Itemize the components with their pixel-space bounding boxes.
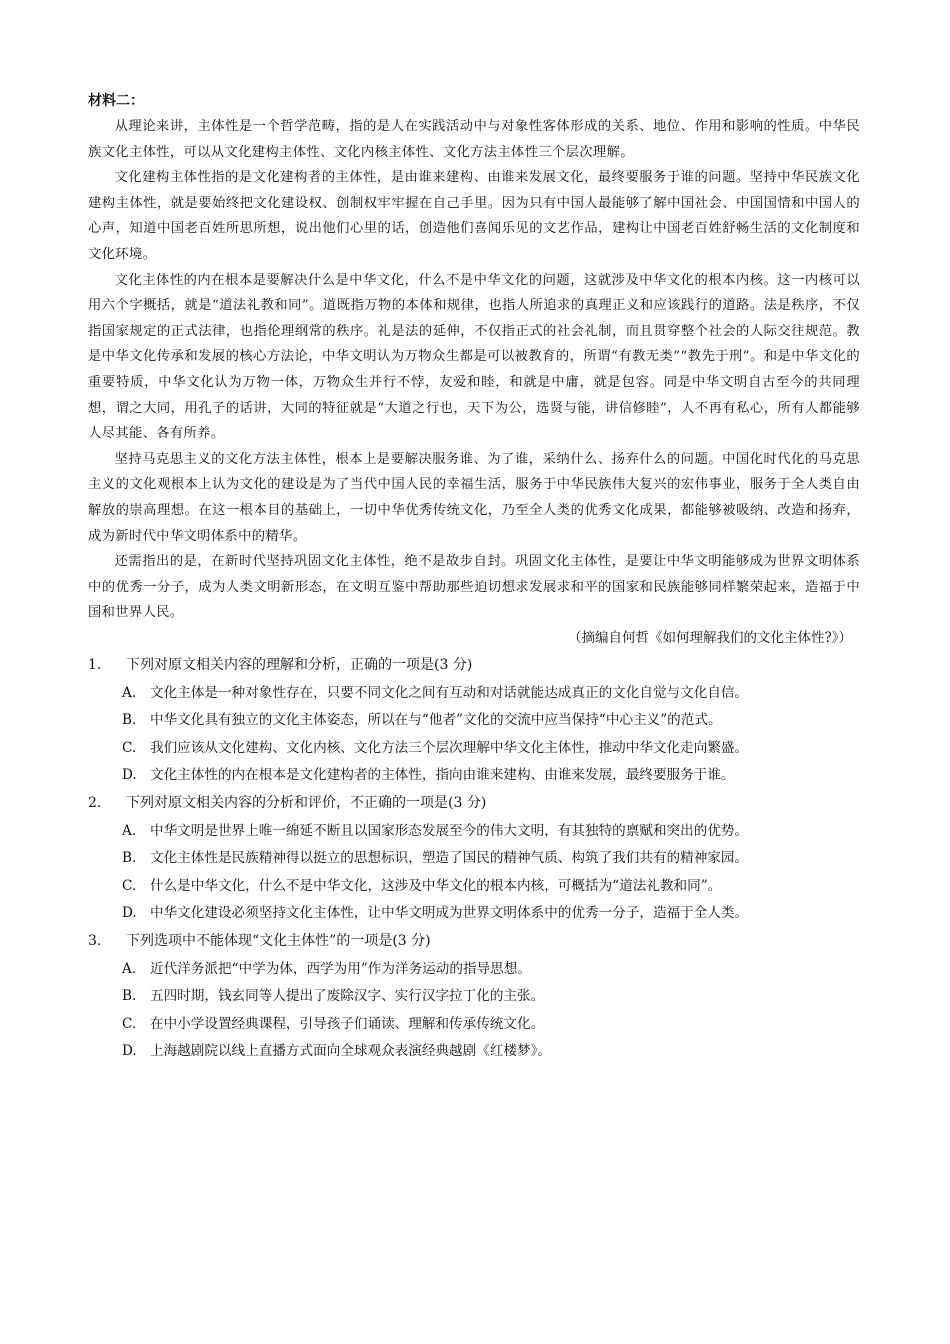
option-b (122, 983, 860, 1011)
paragraph-1: 从理论来讲，主体性是一个哲学范畴，指的是人在实践活动中与对象性客体形成的关系、地位、作用和影响的性质。中华民族文化主体性，可以从文化建构主体性、文化内核主体性、文化方法主体性三个层次理解。 (88, 119, 860, 160)
option-b (122, 707, 860, 735)
question-number: 2. (88, 794, 102, 811)
option-letter: D. (122, 1043, 137, 1060)
option-text: 什么是中华文化，什么不是中华文化，这涉及中华文化的根本内核，可概括为“道法礼教和同”。 (150, 877, 722, 894)
option-list (88, 818, 860, 928)
question-stem (88, 652, 860, 678)
option-list (88, 956, 860, 1066)
option-letter: C. (122, 739, 137, 756)
paragraph-5: 还需指出的是，在新时代坚持巩固文化主体性，绝不是故步自封。巩固文化主体性，是要让中华文明能够成为世界文明体系中的优秀一分子，成为人类文明新形态，在文明互鉴中帮助那些迫切想求发展求和平的国家和民族能够同样繁荣起来，造福于中国和世界人民。 (88, 554, 860, 621)
option-a (122, 956, 860, 984)
question-text: 下列对原文相关内容的理解和分析，正确的一项是(3 分) (126, 656, 473, 673)
question-stem (88, 790, 860, 816)
option-text: 中华文化具有独立的文化主体姿态，所以在与“他者”文化的交流中应当保持“中心主义”的范式。 (150, 712, 722, 729)
question-number: 1. (88, 656, 102, 673)
option-a (122, 680, 860, 708)
option-text: 在中小学设置经典课程，引导孩子们诵读、理解和传承传统文化。 (150, 1015, 545, 1032)
option-letter: B. (122, 988, 137, 1005)
option-letter: B. (122, 850, 137, 867)
option-b (122, 845, 860, 873)
option-letter: A. (122, 684, 137, 701)
option-letter: C. (122, 877, 137, 894)
option-c (122, 735, 860, 763)
option-c (122, 873, 860, 901)
paragraph-3: 文化主体性的内在根本是要解决什么是中华文化，什么不是中华文化的问题，这就涉及中华文化的根本内核。这一内核可以用六个字概括，就是“道法礼教和同”。道既指万物的本体和规律，也指人所追求的真理正义和应该践行的道路。法是秩序，不仅指国家规定的正式法律，也指伦理纲常的秩序。礼是法的延伸，不仅指正式的社会礼制，而且贯穿整个社会的人际交往规范。教是中华文化传承和发展的核心方法论，中华文明认为万物众生都是可以被教育的，所谓“有教无类”“教先于刑”。和是中华文化的重要特质，中华文化认为万物一体，万物众生并行不悖，友爱和睦，和就是中庸，就是包容。同是中华文明自古至今的共同理想，谓之大同，用孔子的话讲，大同的特征就是“大道之行也，天下为公，选贤与能，讲信修睦”，人不再有私心，所有人都能够人尽其能、各有所养。 (88, 272, 860, 442)
paragraph-4: 坚持马克思主义的文化方法主体性，根本上是要解决服务谁、为了谁，采纳什么、扬弃什么的问题。中国化时代化的马克思主义的文化观根本上认为文化的建设是为了当代中国人民的幸福生活，服务于中华民族伟大复兴的宏伟事业，服务于全人类自由解放的崇高理想。在这一根本目的基础上，一切中华优秀传统文化，乃至全人类的优秀文化成果，都能够被吸纳、改造和扬弃，成为新时代中华文明体系中的精华。 (88, 451, 860, 544)
question-1 (88, 652, 860, 790)
material-heading: 材料二： (88, 93, 144, 109)
source-citation: （摘编自何哲《如何理解我们的文化主体性?》） (568, 629, 852, 646)
question-text: 下列选项中不能体现“文化主体性”的一项是(3 分) (126, 932, 431, 949)
question-text: 下列对原文相关内容的分析和评价，不正确的一项是(3 分) (126, 794, 487, 811)
question-number: 3. (88, 932, 102, 949)
option-text: 文化主体性是民族精神得以挺立的思想标识，塑造了国民的精神气质、构筑了我们共有的精神家园。 (150, 850, 749, 867)
option-text: 文化主体性的内在根本是文化建构者的主体性，指向由谁来建构、由谁来发展，最终要服务于谁。 (150, 767, 735, 784)
option-text: 中华文化建设必须坚持文化主体性，让中华文明成为世界文明体系中的优秀一分子，造福于全人类。 (150, 905, 749, 922)
option-text: 五四时期，钱玄同等人提出了废除汉字、实行汉字拉丁化的主张。 (150, 988, 545, 1005)
option-d (122, 900, 860, 928)
option-text: 我们应该从文化建构、文化内核、文化方法三个层次理解中华文化主体性，推动中华文化走向繁盛。 (150, 739, 749, 756)
option-text: 文化主体是一种对象性存在，只要不同文化之间有互动和对话就能达成真正的文化自觉与文化自信。 (150, 684, 749, 701)
option-d (122, 762, 860, 790)
option-letter: A. (122, 822, 137, 839)
option-letter: D. (122, 905, 137, 922)
option-c (122, 1011, 860, 1039)
paragraph-2: 文化建构主体性指的是文化建构者的主体性，是由谁来建构、由谁来发展文化，最终要服务于谁的问题。坚持中华民族文化建构主体性，就是要始终把文化建设权、创制权牢牢握在自己手里。因为只有中国人最能够了解中国社会、中国国情和中国人的心声，知道中国老百姓所思所想，说出他们心里的话，创造他们喜闻乐见的文艺作品，建构让中国老百姓舒畅生活的文化制度和文化环境。 (88, 170, 860, 262)
question-stem (88, 928, 860, 954)
option-letter: C. (122, 1015, 137, 1032)
option-text: 近代洋务派把“中学为体，西学为用”作为洋务运动的指导思想。 (150, 960, 531, 977)
option-d (122, 1038, 860, 1066)
option-text: 上海越剧院以线上直播方式面向全球观众表演经典越剧《红楼梦》。 (150, 1043, 552, 1060)
option-letter: B. (122, 712, 137, 729)
option-letter: D. (122, 767, 137, 784)
exam-page (88, 90, 860, 1066)
option-list (88, 680, 860, 790)
option-text: 中华文明是世界上唯一绵延不断且以国家形态发展至今的伟大文明，有其独特的禀赋和突出的优势。 (150, 822, 749, 839)
option-letter: A. (122, 960, 137, 977)
question-3 (88, 928, 860, 1066)
option-a (122, 818, 860, 846)
question-2 (88, 790, 860, 928)
